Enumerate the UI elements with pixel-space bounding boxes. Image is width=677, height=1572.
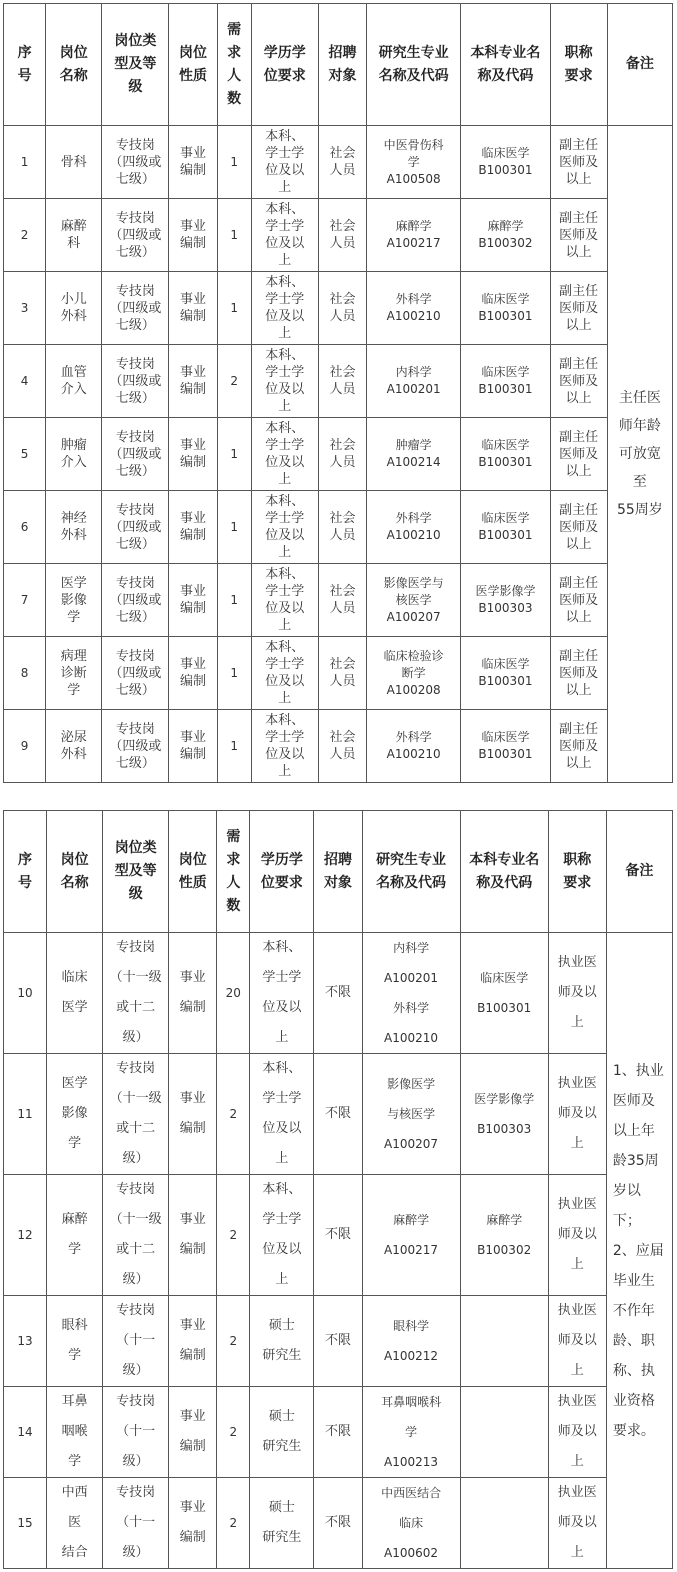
row-number: 11 <box>4 1054 47 1175</box>
title-req: 副主任 医师及 以上 <box>550 418 607 491</box>
position-type: 专技岗 （四级或 七级） <box>102 491 169 564</box>
recruit-target: 不限 <box>314 1175 362 1296</box>
header-count: 需 求 人 数 <box>217 811 250 933</box>
grad-major: 外科学 A100210 <box>367 710 461 783</box>
education-req: 本科、 学士学 位及以 上 <box>251 272 318 345</box>
grad-major: 中西医结合 临床 A100602 <box>362 1478 460 1569</box>
title-req: 副主任 医师及 以上 <box>550 345 607 418</box>
education-req: 本科、 学士学 位及以 上 <box>251 126 318 199</box>
headcount: 1 <box>217 199 251 272</box>
undergrad-major: 临床医学 B100301 <box>461 637 550 710</box>
headcount: 2 <box>217 1054 250 1175</box>
position-type: 专技岗 （十一级 或十二 级） <box>103 933 169 1054</box>
row-number: 10 <box>4 933 47 1054</box>
undergrad-major: 临床医学 B100301 <box>461 491 550 564</box>
header-position-nature: 岗位 性质 <box>169 4 217 126</box>
position-name: 中西 医 结合 <box>47 1478 103 1569</box>
position-nature: 事业 编制 <box>169 933 217 1054</box>
education-req: 本科、 学士学 位及以 上 <box>251 418 318 491</box>
headcount: 1 <box>217 126 251 199</box>
position-name: 医学 影像 学 <box>46 564 102 637</box>
remarks-cell: 主任医 师年龄 可放宽 至 55周岁 <box>607 126 672 783</box>
header-grad-major: 研究生专业 名称及代码 <box>362 811 460 933</box>
position-name: 麻醉 科 <box>46 199 102 272</box>
position-nature: 事业 编制 <box>169 418 217 491</box>
table-row <box>4 126 673 199</box>
recruit-target: 社会 人员 <box>318 272 366 345</box>
undergrad-major: 临床医学 B100301 <box>460 933 548 1054</box>
position-name: 医学 影像 学 <box>47 1054 103 1175</box>
header-undergrad-major: 本科专业名 称及代码 <box>461 4 550 126</box>
education-req: 本科、 学士学 位及以 上 <box>251 491 318 564</box>
education-req: 本科、 学士学 位及以 上 <box>251 345 318 418</box>
positions-table-junior <box>3 810 673 1569</box>
education-req: 本科、 学士学 位及以 上 <box>251 637 318 710</box>
table-row <box>4 1054 673 1175</box>
row-number: 14 <box>4 1387 47 1478</box>
undergrad-major: 临床医学 B100301 <box>461 345 550 418</box>
recruit-target: 不限 <box>314 1387 362 1478</box>
header-remarks: 备注 <box>607 4 672 126</box>
position-name: 神经 外科 <box>46 491 102 564</box>
grad-major: 麻醉学 A100217 <box>367 199 461 272</box>
remarks-cell: 1、执业 医师及 以上年 龄35周 岁以 下； 2、应届 毕业生 不作年 龄、职 称、执 业资格 要求。 <box>606 933 672 1569</box>
header-undergrad-major: 本科专业名 称及代码 <box>460 811 548 933</box>
undergrad-major: 医学影像学 B100303 <box>460 1054 548 1175</box>
title-req: 副主任 医师及 以上 <box>550 710 607 783</box>
grad-major: 肿瘤学 A100214 <box>367 418 461 491</box>
row-number: 6 <box>4 491 46 564</box>
position-type: 专技岗 （四级或 七级） <box>102 564 169 637</box>
table-row <box>4 345 673 418</box>
headcount: 1 <box>217 710 251 783</box>
position-name: 肿瘤 介入 <box>46 418 102 491</box>
position-nature: 事业 编制 <box>169 1296 217 1387</box>
row-number: 4 <box>4 345 46 418</box>
header-remarks: 备注 <box>606 811 672 933</box>
title-req: 执业医 师及以 上 <box>548 1478 606 1569</box>
table-row <box>4 199 673 272</box>
title-req: 副主任 医师及 以上 <box>550 199 607 272</box>
education-req: 硕士 研究生 <box>250 1478 314 1569</box>
table-row <box>4 933 673 1054</box>
undergrad-major: 临床医学 B100301 <box>461 418 550 491</box>
title-req: 副主任 医师及 以上 <box>550 272 607 345</box>
headcount: 20 <box>217 933 250 1054</box>
undergrad-major: 临床医学 B100301 <box>461 272 550 345</box>
education-req: 本科、 学士学 位及以 上 <box>250 1054 314 1175</box>
position-type: 专技岗 （四级或 七级） <box>102 345 169 418</box>
grad-major: 外科学 A100210 <box>367 272 461 345</box>
grad-major: 耳鼻咽喉科 学 A100213 <box>362 1387 460 1478</box>
undergrad-major <box>460 1296 548 1387</box>
position-name: 血管 介入 <box>46 345 102 418</box>
row-number: 1 <box>4 126 46 199</box>
row-number: 13 <box>4 1296 47 1387</box>
education-req: 硕士 研究生 <box>250 1296 314 1387</box>
headcount: 2 <box>217 345 251 418</box>
position-name: 临床 医学 <box>47 933 103 1054</box>
position-nature: 事业 编制 <box>169 710 217 783</box>
title-req: 副主任 医师及 以上 <box>550 126 607 199</box>
position-name: 骨科 <box>46 126 102 199</box>
table-row <box>4 564 673 637</box>
header-no: 序 号 <box>4 4 46 126</box>
headcount: 2 <box>217 1478 250 1569</box>
undergrad-major: 麻醉学 B100302 <box>461 199 550 272</box>
position-nature: 事业 编制 <box>169 564 217 637</box>
recruit-target: 社会 人员 <box>318 564 366 637</box>
position-type: 专技岗 （十一 级） <box>103 1296 169 1387</box>
header-target: 招聘 对象 <box>314 811 362 933</box>
position-type: 专技岗 （十一 级） <box>103 1478 169 1569</box>
title-req: 执业医 师及以 上 <box>548 1175 606 1296</box>
header-title-req: 职称 要求 <box>550 4 607 126</box>
table-row <box>4 1296 673 1387</box>
header-education: 学历学 位要求 <box>250 811 314 933</box>
undergrad-major: 医学影像学 B100303 <box>461 564 550 637</box>
position-nature: 事业 编制 <box>169 491 217 564</box>
position-type: 专技岗 （四级或 七级） <box>102 637 169 710</box>
row-number: 2 <box>4 199 46 272</box>
table-row <box>4 418 673 491</box>
table-row <box>4 1175 673 1296</box>
education-req: 本科、 学士学 位及以 上 <box>251 199 318 272</box>
headcount: 1 <box>217 491 251 564</box>
position-type: 专技岗 （四级或 七级） <box>102 126 169 199</box>
position-nature: 事业 编制 <box>169 1478 217 1569</box>
header-education: 学历学 位要求 <box>251 4 318 126</box>
position-name: 病理 诊断 学 <box>46 637 102 710</box>
position-nature: 事业 编制 <box>169 199 217 272</box>
table-header-row <box>4 4 673 126</box>
headcount: 1 <box>217 418 251 491</box>
header-grad-major: 研究生专业 名称及代码 <box>367 4 461 126</box>
title-req: 执业医 师及以 上 <box>548 933 606 1054</box>
undergrad-major: 麻醉学 B100302 <box>460 1175 548 1296</box>
education-req: 本科、 学士学 位及以 上 <box>250 1175 314 1296</box>
table-row <box>4 1478 673 1569</box>
recruit-target: 社会 人员 <box>318 418 366 491</box>
grad-major: 临床检验诊 断学 A100208 <box>367 637 461 710</box>
row-number: 5 <box>4 418 46 491</box>
row-number: 7 <box>4 564 46 637</box>
row-number: 15 <box>4 1478 47 1569</box>
title-req: 执业医 师及以 上 <box>548 1054 606 1175</box>
position-name: 泌尿 外科 <box>46 710 102 783</box>
recruit-target: 不限 <box>314 1054 362 1175</box>
position-name: 麻醉 学 <box>47 1175 103 1296</box>
position-type: 专技岗 （四级或 七级） <box>102 710 169 783</box>
header-no: 序 号 <box>4 811 47 933</box>
table-row <box>4 1387 673 1478</box>
recruit-target: 社会 人员 <box>318 491 366 564</box>
education-req: 硕士 研究生 <box>250 1387 314 1478</box>
title-req: 副主任 医师及 以上 <box>550 491 607 564</box>
position-nature: 事业 编制 <box>169 637 217 710</box>
headcount: 1 <box>217 272 251 345</box>
grad-major: 内科学 A100201 外科学 A100210 <box>362 933 460 1054</box>
headcount: 1 <box>217 637 251 710</box>
header-position-name: 岗位 名称 <box>47 811 103 933</box>
recruit-target: 社会 人员 <box>318 126 366 199</box>
position-type: 专技岗 （四级或 七级） <box>102 418 169 491</box>
recruit-target: 社会 人员 <box>318 710 366 783</box>
position-name: 小儿 外科 <box>46 272 102 345</box>
position-nature: 事业 编制 <box>169 272 217 345</box>
recruit-target: 不限 <box>314 933 362 1054</box>
recruit-target: 不限 <box>314 1296 362 1387</box>
header-position-type: 岗位类 型及等 级 <box>103 811 169 933</box>
title-req: 执业医 师及以 上 <box>548 1296 606 1387</box>
header-position-nature: 岗位 性质 <box>169 811 217 933</box>
recruit-target: 不限 <box>314 1478 362 1569</box>
headcount: 2 <box>217 1296 250 1387</box>
header-position-type: 岗位类 型及等 级 <box>102 4 169 126</box>
header-target: 招聘 对象 <box>318 4 366 126</box>
recruit-target: 社会 人员 <box>318 199 366 272</box>
position-nature: 事业 编制 <box>169 345 217 418</box>
table-header-row <box>4 811 673 933</box>
headcount: 2 <box>217 1387 250 1478</box>
position-nature: 事业 编制 <box>169 126 217 199</box>
position-type: 专技岗 （十一 级） <box>103 1387 169 1478</box>
undergrad-major <box>460 1387 548 1478</box>
position-type: 专技岗 （四级或 七级） <box>102 272 169 345</box>
grad-major: 内科学 A100201 <box>367 345 461 418</box>
title-req: 执业医 师及以 上 <box>548 1387 606 1478</box>
title-req: 副主任 医师及 以上 <box>550 637 607 710</box>
row-number: 3 <box>4 272 46 345</box>
position-nature: 事业 编制 <box>169 1054 217 1175</box>
position-name: 眼科 学 <box>47 1296 103 1387</box>
grad-major: 影像医学与 核医学 A100207 <box>367 564 461 637</box>
recruit-target: 社会 人员 <box>318 345 366 418</box>
education-req: 本科、 学士学 位及以 上 <box>251 564 318 637</box>
header-title-req: 职称 要求 <box>548 811 606 933</box>
grad-major: 外科学 A100210 <box>367 491 461 564</box>
headcount: 1 <box>217 564 251 637</box>
education-req: 本科、 学士学 位及以 上 <box>251 710 318 783</box>
positions-table-senior <box>3 3 673 783</box>
position-type: 专技岗 （四级或 七级） <box>102 199 169 272</box>
table-row <box>4 710 673 783</box>
position-type: 专技岗 （十一级 或十二 级） <box>103 1054 169 1175</box>
row-number: 8 <box>4 637 46 710</box>
position-nature: 事业 编制 <box>169 1175 217 1296</box>
row-number: 9 <box>4 710 46 783</box>
position-name: 耳鼻 咽喉 学 <box>47 1387 103 1478</box>
undergrad-major <box>460 1478 548 1569</box>
undergrad-major: 临床医学 B100301 <box>461 126 550 199</box>
education-req: 本科、 学士学 位及以 上 <box>250 933 314 1054</box>
position-type: 专技岗 （十一级 或十二 级） <box>103 1175 169 1296</box>
header-count: 需 求 人 数 <box>217 4 251 126</box>
title-req: 副主任 医师及 以上 <box>550 564 607 637</box>
undergrad-major: 临床医学 B100301 <box>461 710 550 783</box>
grad-major: 麻醉学 A100217 <box>362 1175 460 1296</box>
grad-major: 中医骨伤科 学 A100508 <box>367 126 461 199</box>
recruit-target: 社会 人员 <box>318 637 366 710</box>
header-position-name: 岗位 名称 <box>46 4 102 126</box>
grad-major: 眼科学 A100212 <box>362 1296 460 1387</box>
row-number: 12 <box>4 1175 47 1296</box>
table-row <box>4 491 673 564</box>
grad-major: 影像医学 与核医学 A100207 <box>362 1054 460 1175</box>
table-row <box>4 637 673 710</box>
headcount: 2 <box>217 1175 250 1296</box>
position-nature: 事业 编制 <box>169 1387 217 1478</box>
table-row <box>4 272 673 345</box>
